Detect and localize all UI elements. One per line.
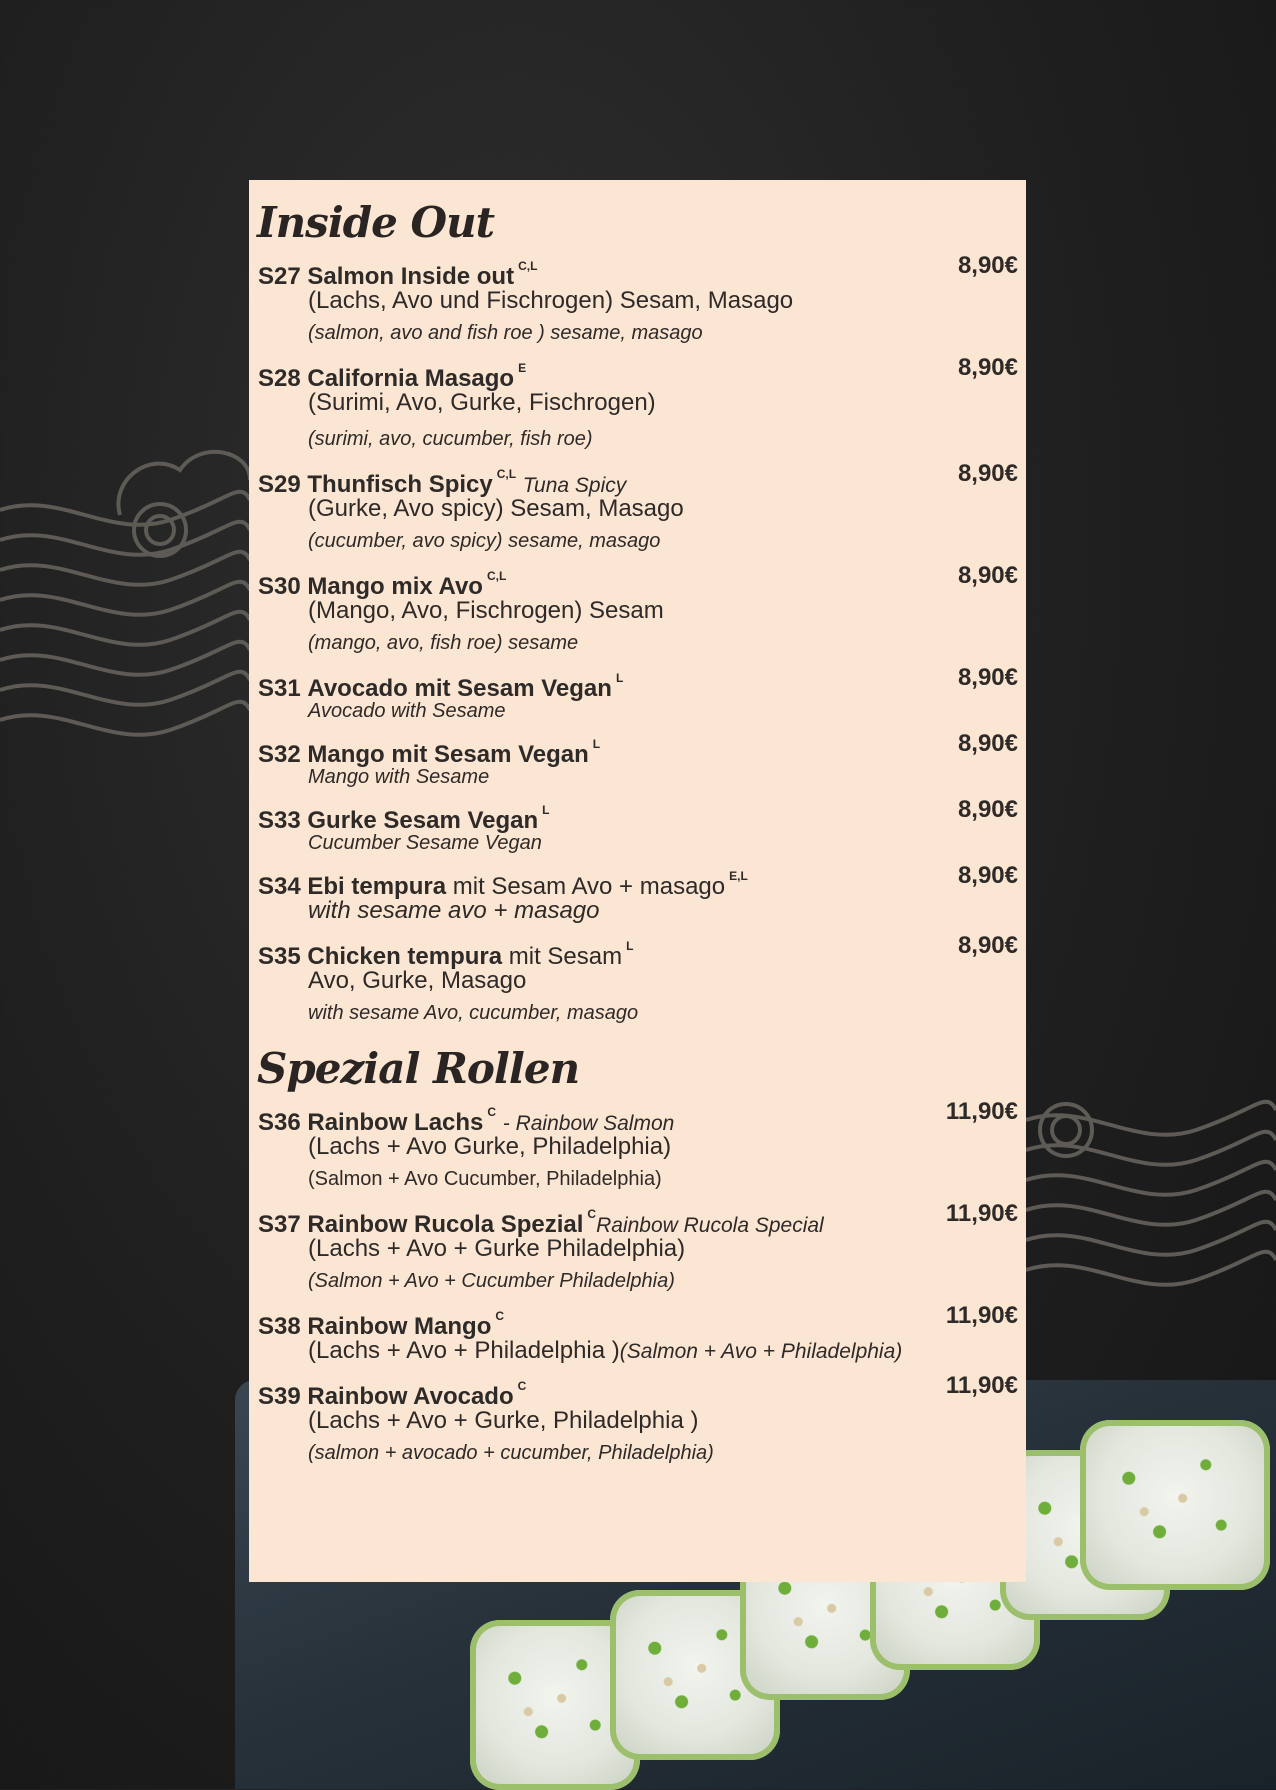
- item-description-english: (Salmon + Avo + Philadelphia): [619, 1340, 903, 1363]
- item-price: 8,90€: [957, 354, 1018, 381]
- item-name: Avocado mit Sesam Vegan: [307, 675, 612, 702]
- item-description-english: (salmon, avo and fish roe ) sesame, masago: [308, 322, 703, 344]
- item-name: Chicken tempura: [307, 943, 503, 970]
- item-description: (Lachs + Avo + Gurke Philadelphia): [308, 1235, 686, 1262]
- item-name: Rainbow Lachs: [307, 1109, 484, 1136]
- sushi-roll: [1080, 1420, 1270, 1590]
- menu-item-s32: [258, 726, 1018, 792]
- item-description: (Lachs, Avo und Fischrogen) Sesam, Masago: [308, 287, 794, 314]
- item-description-english: (cucumber, avo spicy) sesame, masago: [308, 530, 661, 552]
- item-description-english: (mango, avo, fish roe) sesame: [308, 632, 579, 654]
- item-code: S33: [258, 807, 301, 834]
- menu-item-s35: [258, 928, 1018, 1028]
- item-code: S28: [258, 365, 301, 392]
- item-name: Mango mit Sesam Vegan: [307, 741, 589, 768]
- menu-item-s34: [258, 858, 1018, 928]
- item-code: S35: [258, 943, 301, 970]
- item-code: S38: [258, 1313, 301, 1340]
- item-description-english: with sesame Avo, cucumber, masago: [308, 1002, 639, 1024]
- item-name-english: - Rainbow Salmon: [502, 1112, 675, 1135]
- allergen-codes: C: [487, 1105, 497, 1119]
- menu-panel: [249, 180, 1026, 1582]
- allergen-codes: C,L: [518, 259, 538, 273]
- item-description-english: (Salmon + Avo Cucumber, Philadelphia): [308, 1168, 662, 1190]
- allergen-codes: C,L: [486, 569, 507, 583]
- allergen-codes: E,L: [729, 869, 748, 883]
- menu-item-s39: [258, 1368, 1018, 1468]
- item-price: 8,90€: [957, 460, 1018, 487]
- item-price: 11,90€: [945, 1372, 1018, 1399]
- item-name-english: Rainbow Rucola Special: [596, 1214, 824, 1237]
- item-name: Salmon Inside out: [307, 263, 515, 290]
- item-name: Rainbow Mango: [307, 1313, 492, 1340]
- item-name: Gurke Sesam Vegan: [307, 807, 539, 834]
- item-price: 8,90€: [957, 932, 1018, 959]
- item-code: S36: [258, 1109, 301, 1136]
- item-name: Rainbow Avocado: [307, 1383, 514, 1410]
- allergen-codes: L: [615, 671, 624, 685]
- allergen-codes: L: [592, 737, 601, 751]
- item-description-english: (Salmon + Avo + Cucumber Philadelphia): [308, 1270, 675, 1292]
- item-description: (Lachs + Avo Gurke, Philadelphia): [308, 1133, 672, 1160]
- item-description-english: Cucumber Sesame Vegan: [308, 832, 542, 854]
- item-description: (Gurke, Avo spicy) Sesam, Masago: [308, 495, 684, 522]
- item-price: 8,90€: [957, 664, 1018, 691]
- item-code: S29: [258, 471, 301, 498]
- item-code: S27: [258, 263, 301, 290]
- menu-item-s33: [258, 792, 1018, 858]
- item-name: Thunfisch Spicy: [307, 471, 493, 498]
- section-title-inside-out: Inside Out: [257, 198, 495, 247]
- item-description-german: (Lachs + Avo + Philadelphia ): [308, 1337, 620, 1364]
- allergen-codes: C: [517, 1379, 527, 1393]
- menu-item-s29: [258, 456, 1018, 556]
- allergen-codes: L: [542, 803, 550, 817]
- menu-item-s31: [258, 660, 1018, 726]
- item-price: 11,90€: [945, 1302, 1018, 1329]
- item-name-suffix: mit Sesam Avo + masago: [452, 873, 726, 900]
- allergen-codes: C: [587, 1207, 597, 1221]
- item-price: 8,90€: [957, 796, 1018, 823]
- item-name: Ebi tempura: [307, 873, 447, 900]
- wave-pattern-right: [1026, 1060, 1276, 1380]
- item-description-english: (salmon + avocado + cucumber, Philadelphia): [308, 1442, 714, 1464]
- menu-item-s38: [258, 1298, 1018, 1369]
- item-description-english: (surimi, avo, cucumber, fish roe): [308, 428, 593, 450]
- item-code: S34: [258, 873, 301, 900]
- item-price: 8,90€: [957, 252, 1018, 279]
- item-price: 8,90€: [957, 562, 1018, 589]
- item-description: (Mango, Avo, Fischrogen) Sesam: [308, 597, 664, 624]
- item-name: California Masago: [307, 365, 515, 392]
- item-name-suffix: mit Sesam: [508, 943, 623, 970]
- item-description-english: Mango with Sesame: [308, 766, 490, 788]
- menu-item-s27: [258, 248, 1018, 348]
- item-price: 8,90€: [957, 730, 1018, 757]
- item-name: Rainbow Rucola Spezial: [307, 1211, 584, 1238]
- item-name: Mango mix Avo: [307, 573, 483, 600]
- item-code: S30: [258, 573, 301, 600]
- section-title-spezial-rollen: Spezial Rollen: [257, 1044, 580, 1093]
- item-price: 11,90€: [945, 1200, 1018, 1227]
- allergen-codes: E: [518, 361, 527, 375]
- allergen-codes: L: [626, 939, 634, 953]
- item-description: with sesame avo + masago: [308, 897, 600, 924]
- item-code: S31: [258, 675, 301, 702]
- wave-pattern-left: [0, 420, 250, 840]
- menu-item-s37: [258, 1196, 1018, 1296]
- item-code: S39: [258, 1383, 301, 1410]
- menu-item-s36: [258, 1094, 1018, 1194]
- item-description: (Surimi, Avo, Gurke, Fischrogen): [308, 389, 656, 416]
- menu-item-s30: [258, 558, 1018, 658]
- item-description: Avo, Gurke, Masago: [308, 967, 527, 994]
- item-code: S32: [258, 741, 301, 768]
- menu-item-s28: [258, 350, 1018, 454]
- item-description-english: Avocado with Sesame: [308, 700, 506, 722]
- item-code: S37: [258, 1211, 301, 1238]
- item-price: 8,90€: [957, 862, 1018, 889]
- item-description: (Lachs + Avo + Gurke, Philadelphia ): [308, 1407, 699, 1434]
- item-name-english: Tuna Spicy: [522, 474, 627, 497]
- allergen-codes: C,L: [496, 467, 517, 481]
- item-price: 11,90€: [945, 1098, 1018, 1125]
- allergen-codes: C: [495, 1309, 505, 1323]
